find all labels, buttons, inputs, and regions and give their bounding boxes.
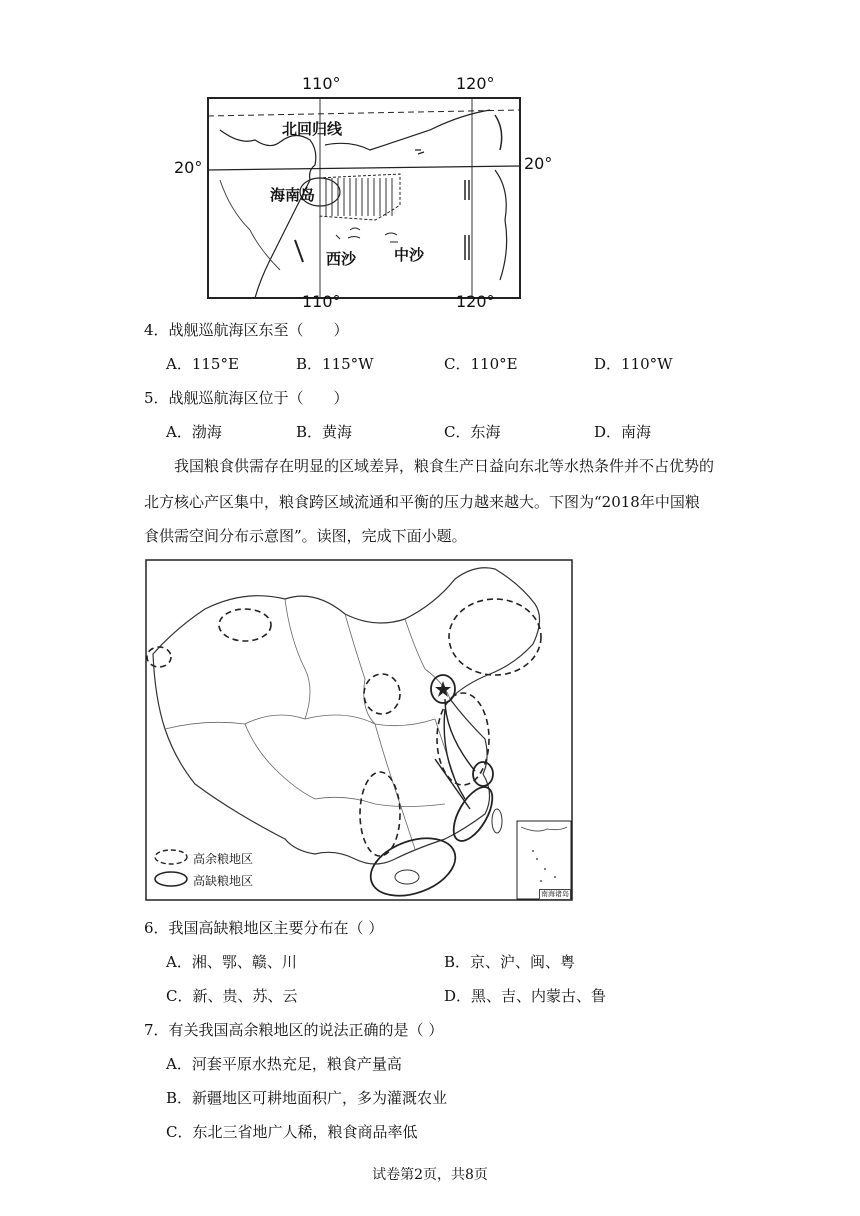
lon-bottom-right: 120° [456, 292, 495, 311]
q6-option-d[interactable]: D．黑、吉、内蒙古、鲁 [444, 987, 607, 1005]
lon-top-right: 120° [456, 74, 495, 93]
question-5-stem: 5．战舰巡航海区位于（ ） [144, 389, 349, 407]
lon-top-left: 110° [302, 74, 341, 93]
q7-option-a[interactable]: A．河套平原水热充足，粮食产量高 [166, 1055, 402, 1073]
tropic-label: 北回归线 [282, 120, 343, 138]
question-4-stem: 4．战舰巡航海区东至（ ） [144, 321, 349, 339]
q5-option-c[interactable]: C．东海 [444, 423, 501, 441]
q7-option-b[interactable]: B．新疆地区可耕地面积广，多为灌溉农业 [166, 1089, 448, 1107]
lat-left: 20° [174, 158, 203, 177]
q5-option-d[interactable]: D．南海 [594, 423, 652, 441]
question-7-stem: 7．有关我国高余粮地区的说法正确的是（ ） [144, 1021, 444, 1039]
question-6-stem: 6．我国高缺粮地区主要分布在（ ） [144, 919, 384, 937]
legend-deficit-label: 高缺粮地区 [193, 874, 254, 888]
passage-line-2: 北方核心产区集中，粮食跨区域流通和平衡的压力越来越大。下图为“2018年中国粮 [144, 493, 700, 511]
passage-line-1: 我国粮食供需存在明显的区域差异，粮食生产日益向东北等水热条件并不占优势的 [174, 457, 715, 475]
q4-option-a[interactable]: A．115°E [166, 355, 239, 373]
south-china-sea-map [160, 70, 560, 310]
zhongsha-label: 中沙 [394, 246, 425, 264]
china-grain-map [145, 559, 573, 901]
passage-line-3: 食供需空间分布示意图”。读图，完成下面小题。 [144, 527, 467, 545]
q5-option-b[interactable]: B．黄海 [296, 423, 353, 441]
q6-option-c[interactable]: C．新、贵、苏、云 [166, 987, 298, 1005]
legend-surplus-label: 高余粮地区 [193, 852, 254, 866]
south-china-sea-map-graphic [160, 70, 560, 310]
inset-label: 南海诸岛 [541, 890, 569, 898]
q6-option-a[interactable]: A．湘、鄂、赣、川 [166, 953, 297, 971]
xisha-label: 西沙 [326, 250, 357, 268]
q4-option-b[interactable]: B．115°W [296, 355, 374, 373]
lat-right: 20° [524, 154, 553, 173]
lon-bottom-left: 110° [302, 292, 341, 311]
q7-option-c[interactable]: C．东北三省地广人稀，粮食商品率低 [166, 1123, 418, 1141]
q4-option-c[interactable]: C．110°E [444, 355, 518, 373]
page-footer: 试卷第2页，共8页 [372, 1167, 488, 1183]
hainan-label: 海南岛 [270, 186, 316, 204]
q4-option-d[interactable]: D．110°W [594, 355, 673, 373]
q6-option-b[interactable]: B．京、沪、闽、粤 [444, 953, 576, 971]
q5-option-a[interactable]: A．渤海 [166, 423, 222, 441]
